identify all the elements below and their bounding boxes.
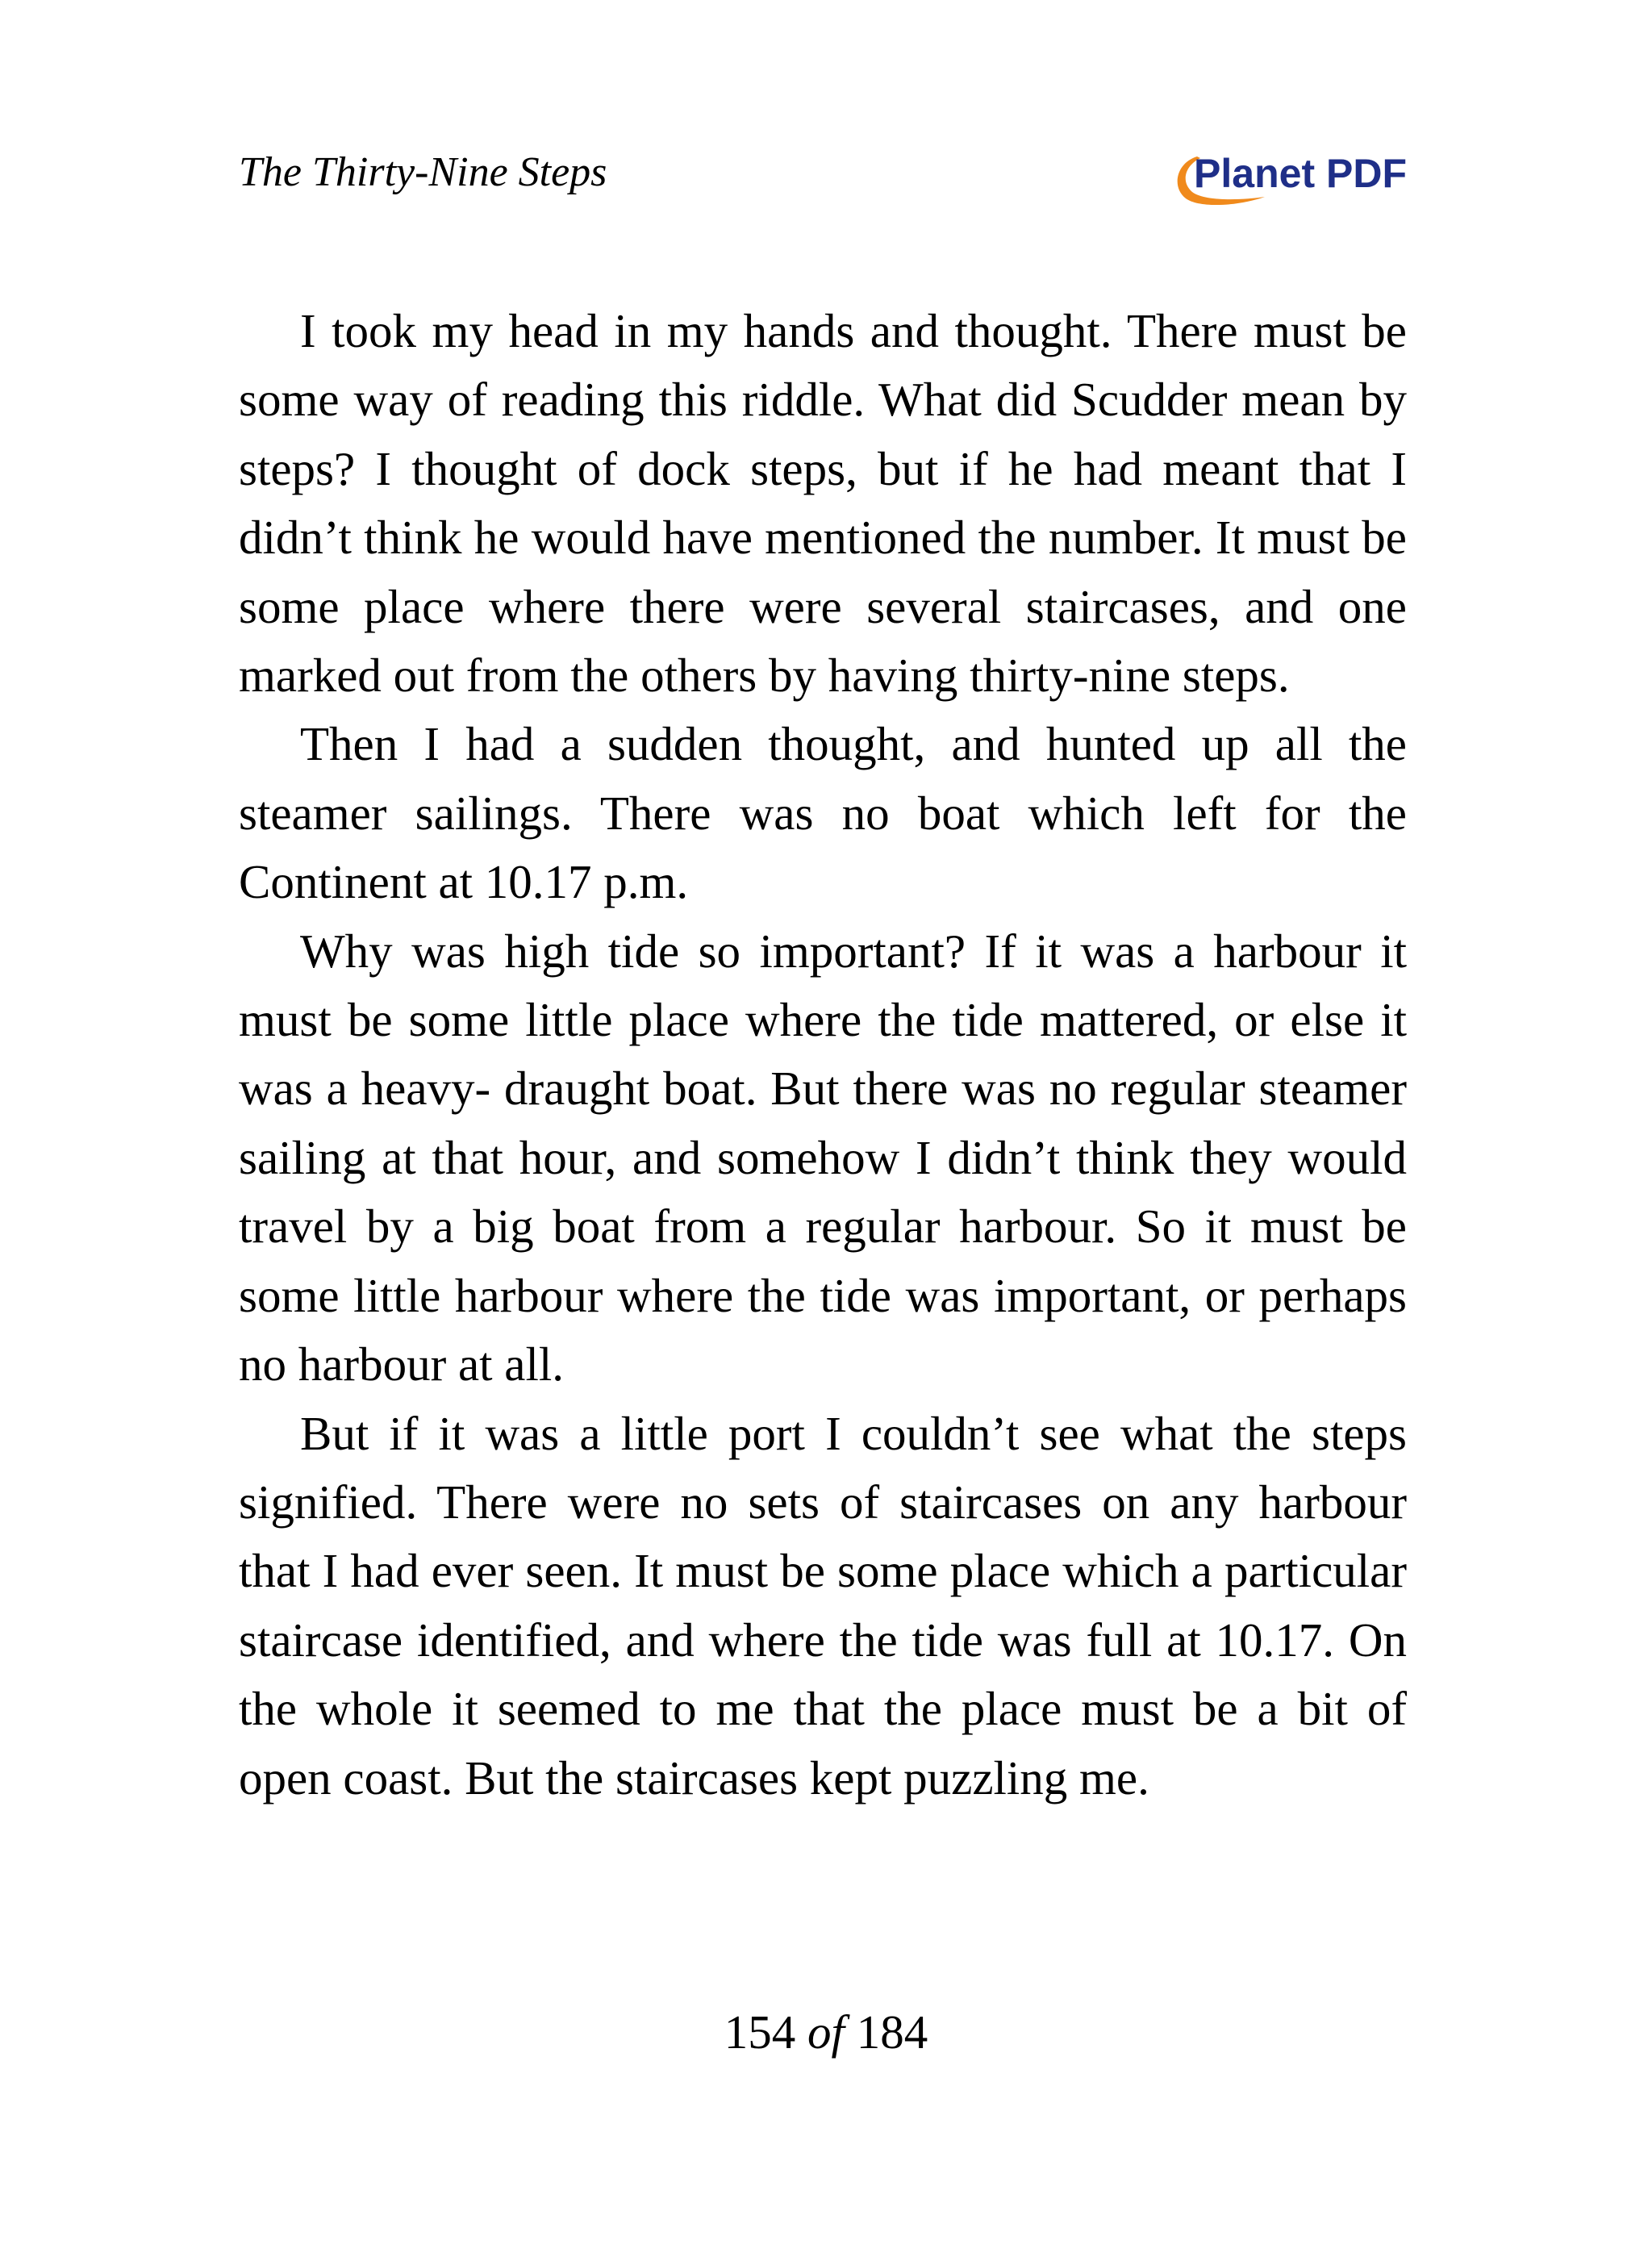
page-total: 184 (856, 2005, 928, 2059)
page-current: 154 (724, 2005, 796, 2059)
paragraph: Why was high tide so important? If it was a harbour it must be some little place where the tide mattered, or else it was a heavy- draught boat. But there was no regular steamer sailing at that hour, and somehow I didn’t think they would travel by a big boat from a regular harbour. So it must be some little harbour where the tide was important, or perhaps no harbour at all. (239, 924, 1407, 1391)
page-number (0, 2005, 1652, 2059)
page-of-label: of (807, 2005, 845, 2059)
planet-pdf-logo (1165, 150, 1407, 210)
book-title: The Thirty-Nine Steps (239, 149, 607, 195)
page-body (239, 297, 1407, 1813)
paragraph: Then I had a sudden thought, and hunted up all the steamer sailings. There was no boat which left for the Continent at 10.17 p.m. (239, 717, 1407, 909)
page-header (239, 145, 1407, 210)
paragraph: But if it was a little port I couldn’t see what the steps signified. There were no sets of staircases on any harbour that I had ever seen. It must be some place which a particular staircase identified, and where the tide was full at 10.17. On the whole it seemed to me that the place must be a bit of open coast. But the staircases kept puzzling me. (239, 1406, 1407, 1804)
logo-text: Planet PDF (1194, 151, 1407, 196)
paragraph: I took my head in my hands and thought. There must be some way of reading this riddle. What did Scudder mean by steps? I thought of dock steps, but if he had meant that I didn’t think he would have mentioned the number. It must be some place where there were several staircases, and one marked out from the others by having thirty-nine steps. (239, 304, 1407, 703)
